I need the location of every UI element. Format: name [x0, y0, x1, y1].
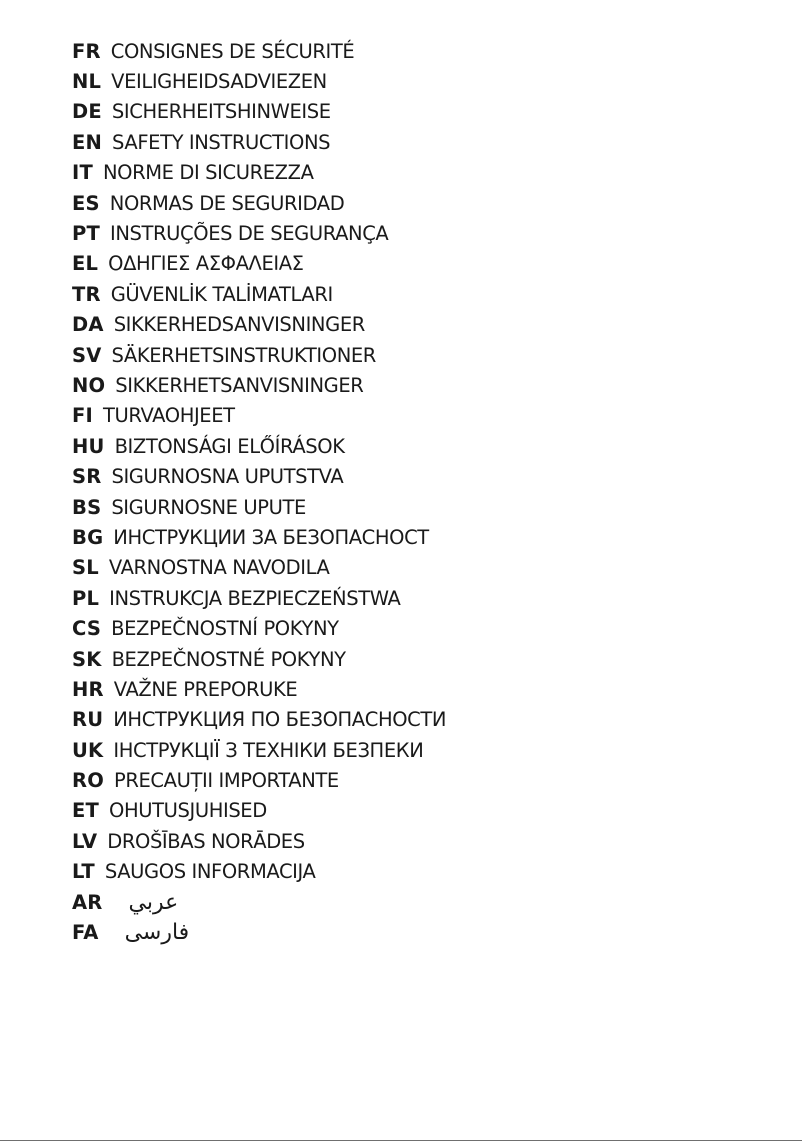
language-code: IT: [72, 161, 93, 185]
language-title: ΟΔΗΓΙΕΣ ΑΣΦΑΛΕΙΑΣ: [108, 252, 304, 276]
language-title: ИНСТРУКЦИИ ЗА БЕЗОПАСНОСТ: [113, 525, 429, 549]
language-title: ИНСТРУКЦИЯ ПО БЕЗОПАСНОСТИ: [113, 708, 447, 732]
language-code: DA: [72, 313, 104, 337]
language-entry-et: [72, 796, 446, 826]
language-entry-uk: [72, 735, 446, 765]
language-title: GÜVENLİK TALİMATLARI: [110, 282, 333, 306]
language-entry-fa: [72, 917, 446, 947]
language-entry-sk: [72, 644, 446, 674]
language-entry-ru: [72, 705, 446, 735]
language-title: VAŽNE PREPORUKE: [113, 677, 298, 701]
language-code: LV: [72, 829, 98, 853]
language-entry-cs: [72, 613, 446, 643]
language-entry-hr: [72, 674, 446, 704]
language-code: DE: [72, 100, 102, 124]
language-title: VARNOSTNA NAVODILA: [108, 556, 330, 580]
language-entry-bs: [72, 492, 446, 522]
language-code: FA: [72, 921, 99, 945]
language-title: SIGURNOSNA UPUTSTVA: [111, 465, 344, 489]
language-entry-fi: [72, 401, 446, 431]
language-title: OHUTUSJUHISED: [109, 799, 267, 823]
language-code: UK: [72, 738, 104, 762]
language-code: NL: [72, 70, 102, 94]
language-entry-sv: [72, 340, 446, 370]
language-title: INSTRUKCJA BEZPIECZEŃSTWA: [109, 586, 401, 610]
language-title: SÄKERHETSINSTRUKTIONER: [111, 343, 376, 367]
language-code: AR: [72, 890, 103, 914]
language-title: VEILIGHEIDSADVIEZEN: [111, 70, 327, 94]
language-entry-en: [72, 127, 446, 157]
language-title: INSTRUÇÕES DE SEGURANÇA: [110, 222, 389, 246]
language-code: ES: [72, 191, 100, 215]
language-entry-lt: [72, 857, 446, 887]
language-entry-da: [72, 310, 446, 340]
language-code: SK: [72, 647, 102, 671]
language-code: LT: [72, 860, 95, 884]
language-entry-pl: [72, 583, 446, 613]
language-code: HR: [72, 677, 104, 701]
language-title: SAFETY INSTRUCTIONS: [112, 130, 331, 154]
language-title: DROŠĪBAS NORĀDES: [107, 829, 305, 853]
language-title: SIKKERHEDSANVISNINGER: [113, 313, 365, 337]
language-title: CONSIGNES DE SÉCURITÉ: [110, 39, 355, 63]
language-entry-bg: [72, 522, 446, 552]
language-title: BIZTONSÁGI ELŐÍRÁSOK: [114, 434, 345, 458]
language-entry-hu: [72, 431, 446, 461]
language-code: PT: [72, 222, 100, 246]
language-code: SR: [72, 465, 102, 489]
page-bottom-rule: [0, 1140, 802, 1141]
language-entry-es: [72, 188, 446, 218]
language-code: EN: [72, 130, 103, 154]
language-entry-el: [72, 249, 446, 279]
language-code: TR: [72, 282, 101, 306]
language-code: EL: [72, 252, 99, 276]
language-entry-ar: [72, 887, 446, 917]
language-title: BEZPEČNOSTNÍ POKYNY: [111, 617, 339, 641]
language-title: NORME DI SICUREZZA: [102, 161, 314, 185]
language-code: HU: [72, 434, 105, 458]
language-code: BG: [72, 525, 104, 549]
language-code: CS: [72, 617, 102, 641]
language-title: PRECAUȚII IMPORTANTE: [114, 769, 339, 793]
language-title: فارسی: [124, 920, 190, 946]
language-entry-tr: [72, 279, 446, 309]
language-entry-it: [72, 158, 446, 188]
language-title: NORMAS DE SEGURIDAD: [109, 191, 345, 215]
language-code: ET: [72, 799, 100, 823]
language-title: BEZPEČNOSTNÉ POKYNY: [111, 647, 346, 671]
language-code: RO: [72, 769, 104, 793]
language-title: ІНСТРУКЦІЇ З ТЕХНІКИ БЕЗПЕКИ: [113, 738, 424, 762]
language-entry-sr: [72, 461, 446, 491]
language-code: NO: [72, 373, 106, 397]
language-title: SIGURNOSNE UPUTE: [111, 495, 306, 519]
language-entry-lv: [72, 826, 446, 856]
language-title: SAUGOS INFORMACIJA: [104, 860, 316, 884]
language-title: TURVAOHJEET: [102, 404, 235, 428]
language-entry-de: [72, 97, 446, 127]
language-code: SV: [72, 343, 102, 367]
language-entry-pt: [72, 218, 446, 248]
language-entry-sl: [72, 553, 446, 583]
language-title: SICHERHEITSHINWEISE: [111, 100, 331, 124]
language-entry-no: [72, 370, 446, 400]
language-title: عربي: [128, 889, 179, 915]
language-title: SIKKERHETSANVISNINGER: [115, 373, 364, 397]
language-entry-nl: [72, 66, 446, 96]
language-code: FR: [72, 39, 101, 63]
language-code: FI: [72, 404, 93, 428]
language-entry-fr: [72, 36, 446, 66]
language-code: SL: [72, 556, 99, 580]
language-index: [72, 36, 446, 948]
language-code: RU: [72, 708, 104, 732]
language-entry-ro: [72, 765, 446, 795]
language-code: BS: [72, 495, 102, 519]
language-code: PL: [72, 586, 100, 610]
